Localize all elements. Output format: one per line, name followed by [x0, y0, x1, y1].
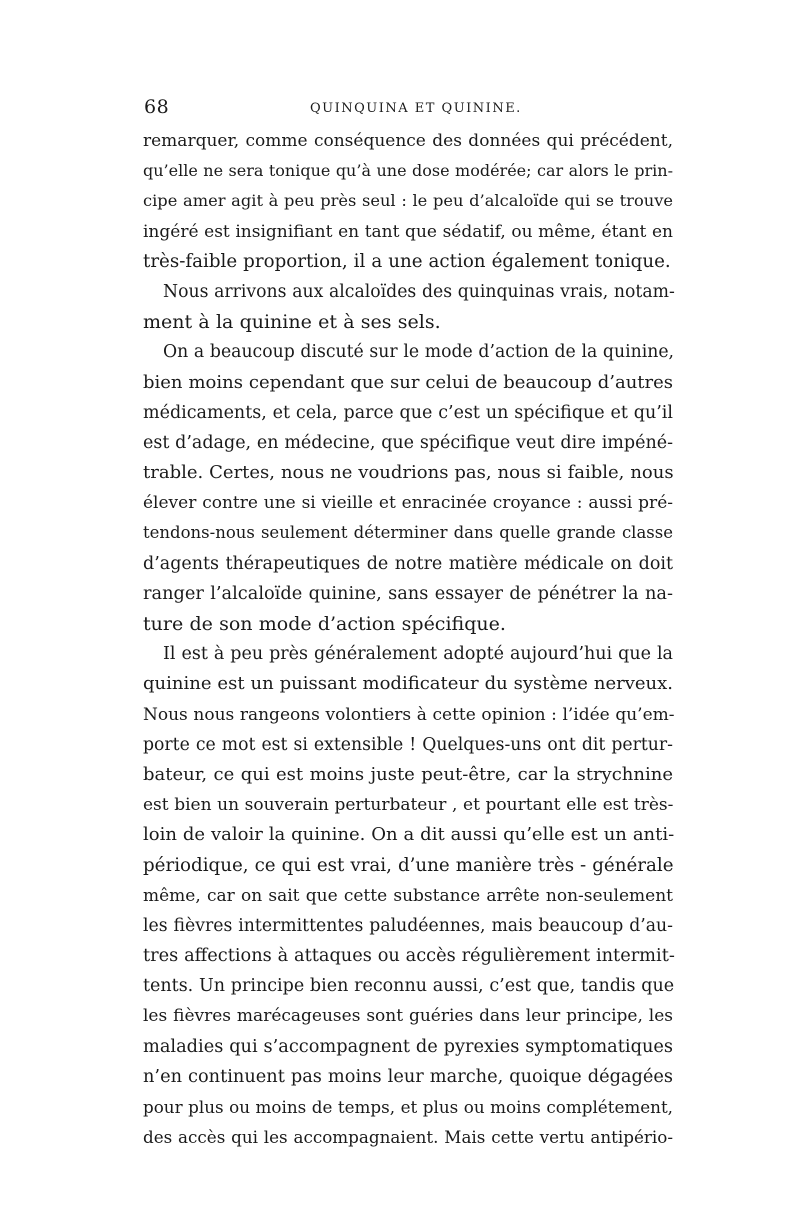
- text-line: ingéré est insignifiant en tant que sédatif, ou même, étant en: [143, 221, 673, 242]
- text-line: médicaments, et cela, parce que c’est un spécifique et qu’il: [143, 402, 673, 423]
- text-line: ment à la quinine et à ses sels.: [143, 311, 441, 334]
- text-line: ranger l’alcaloïde quinine, sans essayer de pénétrer la na-: [143, 583, 673, 604]
- text-line: même, car on sait que cette substance arrête non-seulement: [143, 885, 673, 906]
- text-line: quinine est un puissant modificateur du système nerveux.: [143, 673, 673, 695]
- text-line: bateur, ce qui est moins juste peut-être, car la strychnine: [143, 763, 673, 785]
- text-line: Nous arrivons aux alcaloïdes des quinquinas vrais, notam-: [163, 281, 675, 302]
- text-line: ture de son mode d’action spécifique.: [143, 613, 506, 635]
- text-line: trable. Certes, nous ne voudrions pas, nous si faible, nous: [143, 462, 674, 484]
- text-line: des accès qui les accompagnaient. Mais cette vertu antipério-: [143, 1127, 673, 1148]
- text-line: Nous nous rangeons volontiers à cette opinion : l’idée qu’em-: [143, 704, 675, 725]
- page-number: 68: [144, 96, 170, 118]
- text-line: les fièvres marécageuses sont guéries dans leur principe, les: [143, 1006, 673, 1027]
- text-line: remarquer, comme conséquence des données qui précédent,: [143, 131, 673, 151]
- text-line: tents. Un principe bien reconnu aussi, c’est que, tandis que: [143, 976, 675, 997]
- text-line: cipe amer agit à peu près seul : le peu d’alcaloïde qui se trouve: [143, 191, 673, 211]
- text-line: bien moins cependant que sur celui de beaucoup d’autres: [143, 371, 674, 393]
- text-line: qu’elle ne sera tonique qu’à une dose modérée; car alors le prin-: [143, 161, 673, 181]
- text-line: Il est à peu près généralement adopté aujourd’hui que la: [163, 644, 673, 665]
- text-line: tendons-nous seulement déterminer dans quelle grande classe: [143, 523, 673, 543]
- text-line: d’agents thérapeutiques de notre matière médicale on doit: [143, 553, 673, 574]
- text-line: très-faible proportion, il a une action également tonique.: [143, 250, 671, 272]
- text-line: On a beaucoup discuté sur le mode d’action de la quinine,: [163, 342, 675, 363]
- text-line: est bien un souverain perturbateur , et pourtant elle est très-: [143, 795, 674, 816]
- text-line: élever contre une si vieille et enracinée croyance : aussi pré-: [143, 493, 673, 514]
- text-line: maladies qui s’accompagnent de pyrexies symptomatiques: [143, 1036, 673, 1057]
- body-text: [143, 126, 673, 1152]
- text-line: n’en continuent pas moins leur marche, quoique dégagées: [143, 1066, 673, 1087]
- text-line: les fièvres intermittentes paludéennes, mais beaucoup d’au-: [143, 915, 673, 936]
- running-title: QUINQUINA ET QUININE.: [310, 101, 522, 116]
- text-line: tres affections à attaques ou accès régulièrement intermit-: [143, 946, 675, 967]
- text-line: est d’adage, en médecine, que spécifique veut dire impéné-: [143, 432, 673, 453]
- text-line: pour plus ou moins de temps, et plus ou moins complétement,: [143, 1097, 674, 1117]
- text-line: porte ce mot est si extensible ! Quelques-uns ont dit pertur-: [143, 734, 673, 755]
- text-line: périodique, ce qui est vrai, d’une manière très - générale: [143, 854, 674, 876]
- text-line: loin de valoir la quinine. On a dit aussi qu’elle est un anti-: [143, 824, 675, 846]
